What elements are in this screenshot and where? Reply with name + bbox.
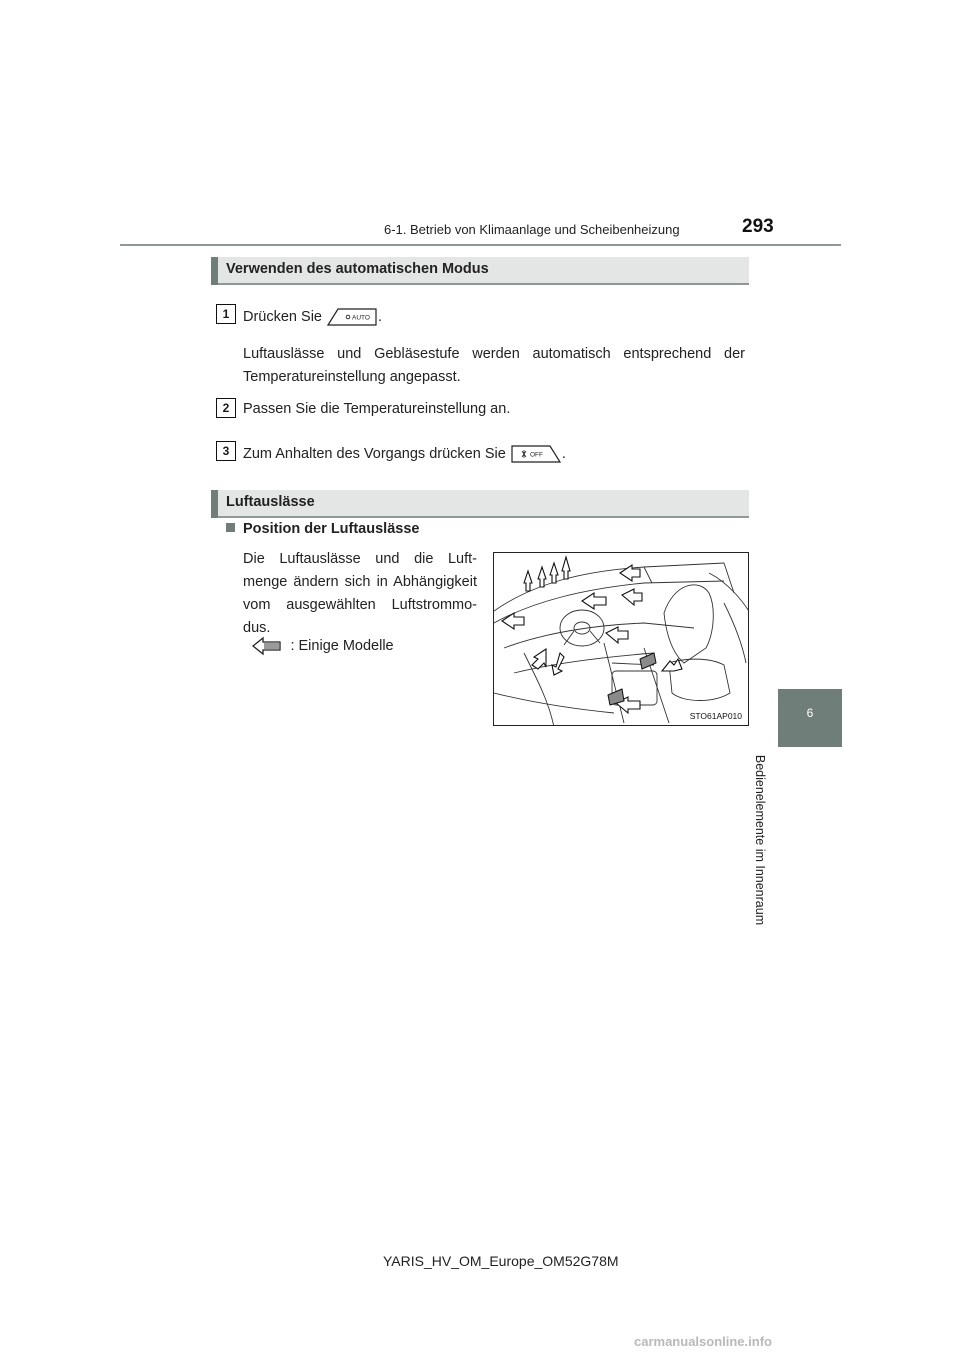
step-2-text: Passen Sie die Temperatureinstellung an.: [243, 401, 511, 417]
chapter-tab-label: Bedienelemente im Innenraum: [753, 754, 767, 926]
section-heading-auto-mode: [211, 257, 749, 285]
page-number: 293: [742, 216, 774, 237]
step-number-2: 2: [216, 398, 236, 418]
off-key-label: OFF: [529, 451, 543, 459]
figure-code: STO61AP010: [689, 711, 742, 721]
step-3-period: .: [561, 445, 566, 462]
watermark-text: carmanualsonline.info: [634, 1334, 772, 1349]
section-heading-vents: [211, 490, 749, 518]
auto-key-icon: [326, 306, 378, 328]
step-1-period: .: [378, 308, 383, 325]
section-title: Luftauslässe: [226, 494, 315, 510]
car-interior-drawing: [494, 553, 749, 726]
step-3-text: Zum Anhalten des Vorgangs drücken Sie: [243, 445, 506, 462]
document-id: YARIS_HV_OM_Europe_OM52G78M: [383, 1253, 619, 1269]
running-header-section: 6-1. Betrieb von Klimaanlage und Scheibenheizung: [384, 222, 680, 237]
auto-key-label: AUTO: [352, 314, 370, 322]
header-rule: [120, 244, 841, 246]
step-number-1: 1: [216, 304, 236, 324]
step-1-note: Luftauslässe und Gebläsestufe werden automatisch entsprechend der Temperatureinstellung angepasst.: [243, 346, 745, 385]
step-number-3: 3: [216, 441, 236, 461]
section-title: Verwenden des automatischen Modus: [226, 261, 489, 277]
square-bullet-icon: [226, 523, 235, 532]
vents-body-text: Die Luftauslässe und die Luft-menge ändern sich in Abhängigkeit vom ausgewählten Luftstrommo-dus.: [243, 551, 477, 636]
step-1-text: Drücken Sie: [243, 308, 322, 325]
legend-some-models: [250, 635, 394, 657]
subheading-text: Position der Luftauslässe: [243, 521, 420, 537]
legend-text: : Einige Modelle: [290, 638, 394, 655]
off-key-icon: [510, 443, 562, 465]
air-vent-illustration: [493, 552, 749, 726]
step-3-instruction: [243, 443, 566, 465]
chapter-tab-number: 6: [806, 706, 814, 720]
dark-arrow-legend-icon: [250, 635, 284, 657]
subheading-vent-position: [226, 521, 419, 537]
step-1-instruction: [243, 306, 382, 328]
